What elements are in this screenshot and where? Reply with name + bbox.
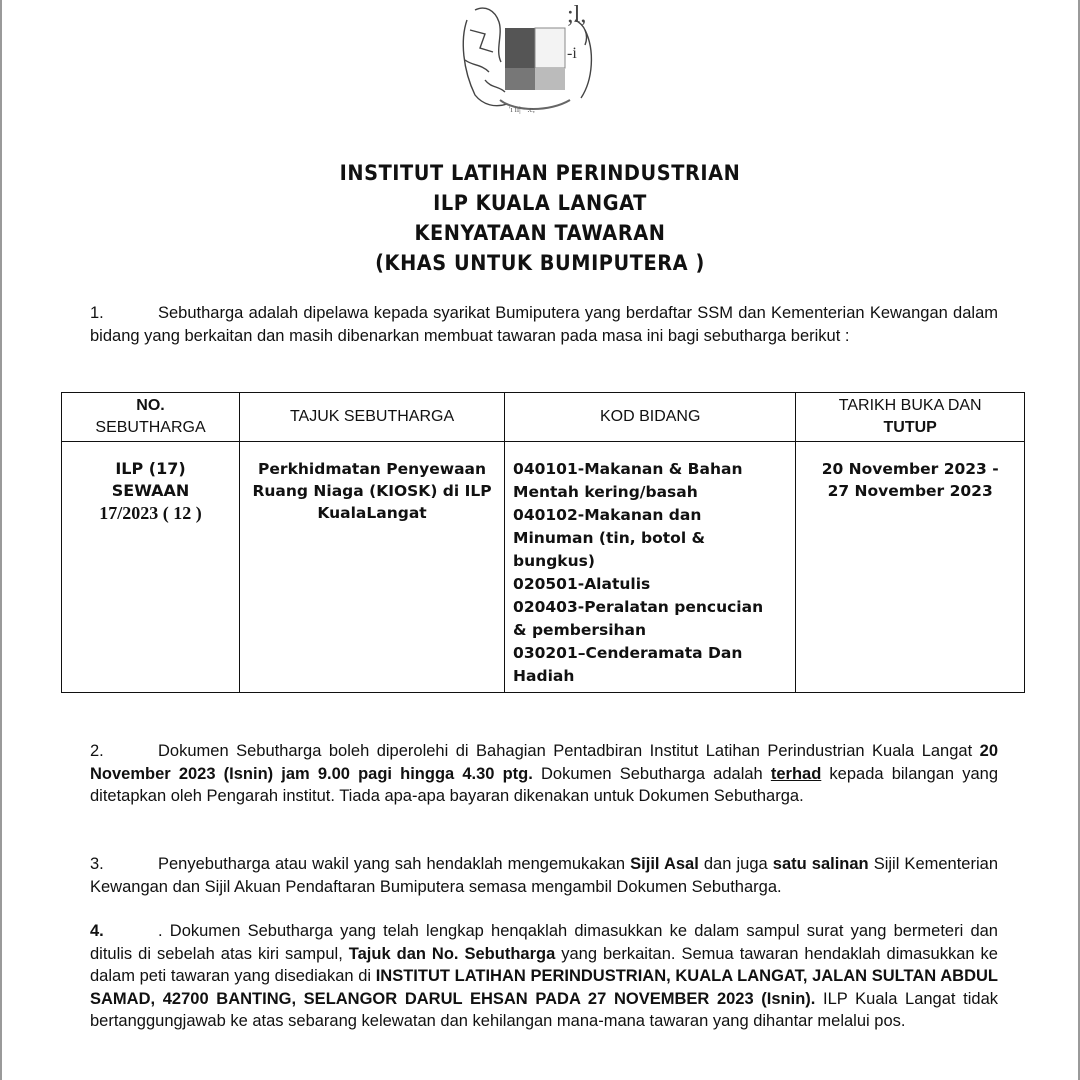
paragraph-text: ILP Kuala Langat tidak bertanggungjawab ke atas sebarang kelewatan dan kehilangan mana-mana tawaran yang dihantar melalui pos. <box>90 989 999 1030</box>
document-title <box>43 158 1037 278</box>
no-line2: SEWAAN <box>111 481 190 500</box>
header-tajuk <box>240 393 505 442</box>
cell-tarikh <box>796 442 1025 693</box>
paragraph-bold-satu-salinan: satu salinan <box>772 855 869 873</box>
cell-tajuk <box>240 442 505 693</box>
kod-line: bungkus) <box>513 552 595 570</box>
paragraph-4 <box>90 920 998 1033</box>
paragraph-1 <box>90 302 998 347</box>
title-line-kenyataan: KENYATAAN TAWARAN <box>414 221 666 245</box>
title-line-ilp: ILP KUALA LANGAT <box>433 191 647 215</box>
coat-of-arms-icon <box>455 0 605 118</box>
paragraph-number: 2. <box>90 742 104 760</box>
kod-line: 020501-Alatulis <box>513 575 651 593</box>
tarikh-line1: 20 November 2023 - <box>821 460 999 478</box>
paragraph-text: Dokumen Sebutharga adalah <box>532 764 771 783</box>
svg-text:-i: -i <box>567 45 577 62</box>
header-tarikh-line1: TARIKH BUKA DAN <box>838 397 982 414</box>
paragraph-number: 4. <box>90 922 104 940</box>
paragraph-underline-terhad: terhad <box>770 764 822 783</box>
header-no-line2: SEBUTHARGA <box>95 419 206 436</box>
table-row <box>62 442 1025 693</box>
header-kod-bidang <box>505 393 796 442</box>
header-tajuk-text: TAJUK SEBUTHARGA <box>289 408 455 425</box>
paragraph-text: yang berkaitan. Semua tawaran hendaklah dimasukkan ke dalam peti tawaran yang disediakan di <box>90 944 998 985</box>
paragraph-number: 3. <box>90 855 104 873</box>
page-border-left <box>0 0 2 1080</box>
paragraph-text: . Dokumen Sebutharga yang telah lengkap henqaklah dimasukkan ke dalam sampul surat yang bermeteri dan ditulis di sebelah atas kiri sampul, <box>90 922 998 963</box>
kod-line: 020403-Peralatan pencucian <box>513 598 764 616</box>
paragraph-text: dan juga <box>698 855 773 873</box>
kod-line: Minuman (tin, botol & <box>513 529 706 547</box>
paragraph-text: Sebutharga adalah dipelawa kepada syarikat Bumiputera yang berdaftar SSM dan Kementerian Kewangan dalam bidang yang berkaitan dan masih dibenarkan membuat tawaran pada masa ini bagi sebutharga berikut : <box>90 304 998 345</box>
kod-line: 030201–Cenderamata Dan <box>513 644 743 662</box>
header-no-sebutharga <box>62 393 240 442</box>
paragraph-text: Sijil Kementerian Kewangan dan Sijil Akuan Pendaftaran Bumiputera semasa mengambil Dokumen Sebutharga. <box>90 855 998 896</box>
header-tarikh-line2: TUTUP <box>883 419 937 436</box>
kod-line: 040101-Makanan & Bahan <box>513 460 743 478</box>
paragraph-3 <box>90 853 998 898</box>
cell-kod-bidang <box>505 442 796 693</box>
paragraph-text: Dokumen Sebutharga boleh diperolehi di Bahagian Pentadbiran Institut Latihan Perindustrian Kuala Langat <box>158 742 980 760</box>
svg-text:;l,: ;l, <box>567 2 587 28</box>
paragraph-text: kepada bilangan yang ditetapkan oleh Pengarah institut. Tiada apa-apa bayaran dikenakan untuk Dokumen Sebutharga. <box>90 764 998 805</box>
paragraph-text: Penyebutharga atau wakil yang sah hendaklah mengemukakan <box>158 855 631 873</box>
title-line-institute: INSTITUT LATIHAN PERINDUSTRIAN <box>339 161 741 185</box>
kod-line: & pembersihan <box>513 621 647 639</box>
paragraph-2 <box>90 740 998 808</box>
paragraph-number: 1. <box>90 304 104 322</box>
tajuk-text: Perkhidmatan Penyewaan Ruang Niaga (KIOSK) di ILP KualaLangat <box>252 460 492 522</box>
paragraph-bold-tajuk: Tajuk dan No. Sebutharga <box>348 944 556 963</box>
sebutharga-table <box>61 392 1025 693</box>
cell-no-sebutharga <box>62 442 240 693</box>
kod-line: Mentah kering/basah <box>513 483 698 501</box>
kod-line: 040102-Makanan dan <box>513 506 702 524</box>
svg-text:'ı ıı| · .c,: 'ı ıı| · .c, <box>509 105 535 114</box>
table-header-row <box>62 393 1025 442</box>
paragraph-bold-address: INSTITUT LATIHAN PERINDUSTRIAN, KUALA LANGAT, JALAN SULTAN ABDUL SAMAD, 42700 BANTING, SELANGOR DARUL EHSAN PADA 27 NOVEMBER 2023 (Isnin). <box>90 967 999 1008</box>
no-line1: ILP (17) <box>115 459 186 478</box>
kod-line: Hadiah <box>513 667 575 685</box>
header-no-line1: NO. <box>136 397 165 414</box>
title-line-khas: (KHAS UNTUK BUMIPUTERA ) <box>375 251 705 275</box>
no-line3: 17/2023 ( 12 ) <box>99 503 202 523</box>
header-tarikh <box>796 393 1025 442</box>
paragraph-bold-sijil-asal: Sijil Asal <box>630 855 699 873</box>
tarikh-line2: 27 November 2023 <box>827 482 993 500</box>
paragraph-bold-date: 20 November 2023 (Isnin) jam 9.00 pagi hingga 4.30 ptg. <box>90 742 998 783</box>
header-kod-text: KOD BIDANG <box>599 408 701 425</box>
